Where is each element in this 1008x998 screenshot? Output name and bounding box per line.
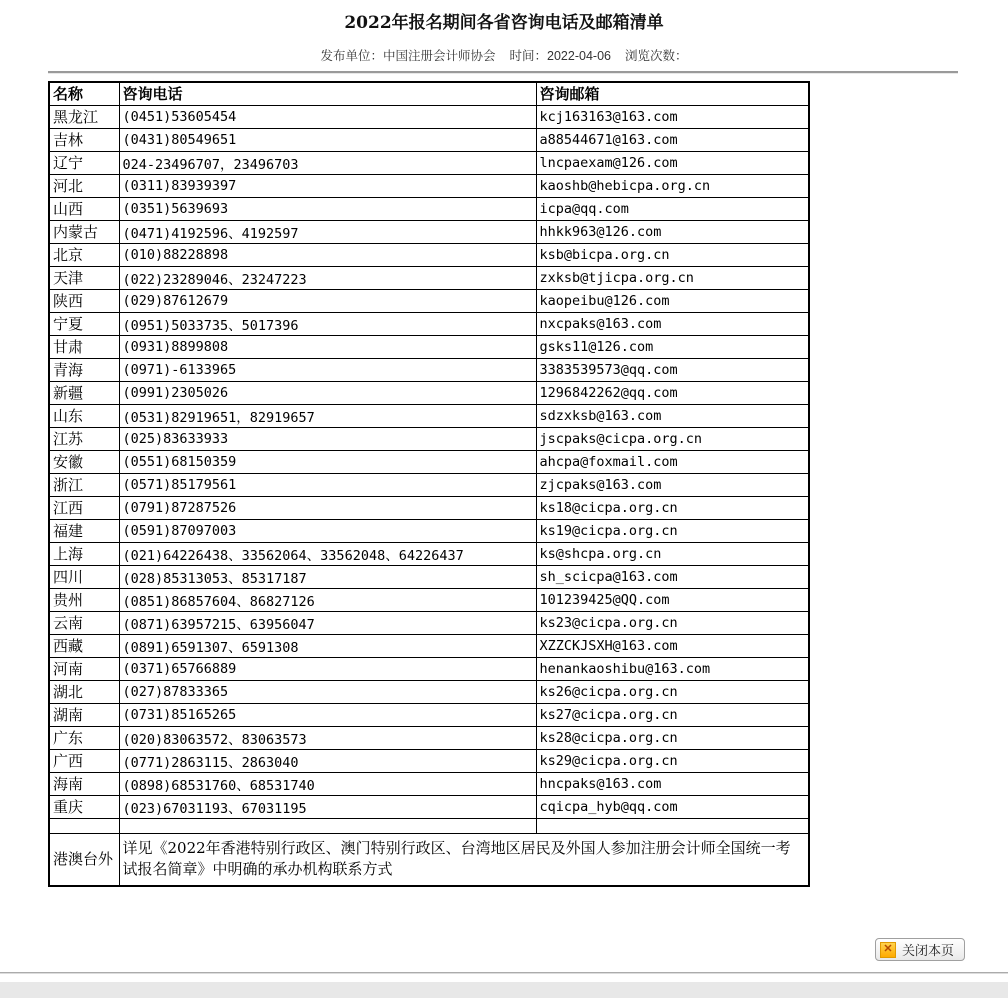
table-row <box>49 151 809 174</box>
province-cell: 青海 <box>49 358 119 381</box>
email-cell: a88544671@163.com <box>536 128 809 151</box>
province-cell: 江苏 <box>49 427 119 450</box>
table-row <box>49 772 809 795</box>
province-cell: 西藏 <box>49 634 119 657</box>
phone-cell: (0551)68150359 <box>119 450 536 473</box>
table-row <box>49 473 809 496</box>
email-cell: hncpaks@163.com <box>536 772 809 795</box>
province-cell: 湖北 <box>49 680 119 703</box>
email-cell: kcj163163@163.com <box>536 105 809 128</box>
province-cell: 内蒙古 <box>49 220 119 243</box>
empty-row <box>49 818 809 833</box>
phone-cell: (021)64226438、33562064、33562048、64226437 <box>119 542 536 565</box>
province-cell: 宁夏 <box>49 312 119 335</box>
views-label: 浏览次数： <box>624 49 688 63</box>
phone-cell: 024-23496707，23496703 <box>119 151 536 174</box>
column-header-email: 咨询邮箱 <box>536 82 809 105</box>
table-row <box>49 105 809 128</box>
email-cell: jscpaks@cicpa.org.cn <box>536 427 809 450</box>
province-cell: 山西 <box>49 197 119 220</box>
table-row <box>49 542 809 565</box>
phone-cell: (0451)53605454 <box>119 105 536 128</box>
phone-cell: (0851)86857604、86827126 <box>119 588 536 611</box>
table-row <box>49 128 809 151</box>
table-row <box>49 243 809 266</box>
province-cell: 吉林 <box>49 128 119 151</box>
table-row <box>49 657 809 680</box>
header-divider <box>48 71 958 74</box>
publisher-value: 中国注册会计师协会 <box>383 49 496 63</box>
email-cell: ks29@cicpa.org.cn <box>536 749 809 772</box>
table-row <box>49 680 809 703</box>
phone-cell: (023)67031193、67031195 <box>119 795 536 818</box>
phone-cell: (0891)6591307、6591308 <box>119 634 536 657</box>
province-cell: 云南 <box>49 611 119 634</box>
close-page-button[interactable] <box>875 938 965 961</box>
email-cell: icpa@qq.com <box>536 197 809 220</box>
email-cell: lncpaexam@126.com <box>536 151 809 174</box>
table-row <box>49 634 809 657</box>
close-button-label: 关闭本页 <box>901 943 954 958</box>
province-cell <box>49 818 119 833</box>
column-header-phone: 咨询电话 <box>119 82 536 105</box>
email-cell <box>536 818 809 833</box>
province-cell: 重庆 <box>49 795 119 818</box>
time-label: 时间： <box>509 49 548 63</box>
table-row <box>49 381 809 404</box>
province-cell: 甘肃 <box>49 335 119 358</box>
phone-cell: (0571)85179561 <box>119 473 536 496</box>
phone-cell: (028)85313053、85317187 <box>119 565 536 588</box>
table-row <box>49 519 809 542</box>
page-title: 2022年报名期间各省咨询电话及邮箱清单 <box>344 13 664 33</box>
phone-cell: (0791)87287526 <box>119 496 536 519</box>
table-row <box>49 335 809 358</box>
province-cell: 上海 <box>49 542 119 565</box>
table-row <box>49 289 809 312</box>
email-cell: henankaoshibu@163.com <box>536 657 809 680</box>
phone-cell: (0931)8899808 <box>119 335 536 358</box>
province-cell: 海南 <box>49 772 119 795</box>
table-row <box>49 588 809 611</box>
email-cell: ks28@cicpa.org.cn <box>536 726 809 749</box>
province-cell: 安徽 <box>49 450 119 473</box>
email-cell: 101239425@QQ.com <box>536 588 809 611</box>
phone-cell: (0971)-6133965 <box>119 358 536 381</box>
province-cell: 浙江 <box>49 473 119 496</box>
email-cell: ks27@cicpa.org.cn <box>536 703 809 726</box>
column-header-name: 名称 <box>49 82 119 105</box>
meta-line <box>0 49 1008 64</box>
email-cell: zxksb@tjicpa.org.cn <box>536 266 809 289</box>
table-row <box>49 565 809 588</box>
phone-cell: (0898)68531760、68531740 <box>119 772 536 795</box>
province-cell: 广东 <box>49 726 119 749</box>
phone-cell: (029)87612679 <box>119 289 536 312</box>
province-cell: 湖南 <box>49 703 119 726</box>
phone-cell: (0731)85165265 <box>119 703 536 726</box>
phone-cell: (025)83633933 <box>119 427 536 450</box>
province-cell: 天津 <box>49 266 119 289</box>
phone-cell <box>119 818 536 833</box>
phone-cell: (020)83063572、83063573 <box>119 726 536 749</box>
email-cell: 1296842262@qq.com <box>536 381 809 404</box>
table-row <box>49 703 809 726</box>
table-header-row <box>49 82 809 105</box>
email-cell: ks23@cicpa.org.cn <box>536 611 809 634</box>
province-cell: 港澳台外 <box>49 833 119 886</box>
email-cell: ksb@bicpa.org.cn <box>536 243 809 266</box>
email-cell: sh_scicpa@163.com <box>536 565 809 588</box>
special-row <box>49 833 809 886</box>
email-cell: cqicpa_hyb@qq.com <box>536 795 809 818</box>
table-row <box>49 197 809 220</box>
phone-cell: (0951)5033735、5017396 <box>119 312 536 335</box>
table-row <box>49 312 809 335</box>
province-cell: 广西 <box>49 749 119 772</box>
email-cell: zjcpaks@163.com <box>536 473 809 496</box>
special-note-cell: 详见《2022年香港特别行政区、澳门特别行政区、台湾地区居民及外国人参加注册会计师全国统一考试报名简章》中明确的承办机构联系方式 <box>119 833 809 886</box>
table-body <box>49 105 809 818</box>
table-row <box>49 358 809 381</box>
email-cell: nxcpaks@163.com <box>536 312 809 335</box>
email-cell: sdzxksb@163.com <box>536 404 809 427</box>
table-row <box>49 795 809 818</box>
province-cell: 新疆 <box>49 381 119 404</box>
time-value: 2022-04-06 <box>547 49 611 63</box>
publisher-label: 发布单位： <box>320 49 383 63</box>
phone-cell: (0531)82919651，82919657 <box>119 404 536 427</box>
province-cell: 黑龙江 <box>49 105 119 128</box>
table-row <box>49 266 809 289</box>
phone-cell: (0871)63957215、63956047 <box>119 611 536 634</box>
phone-cell: (0431)80549651 <box>119 128 536 151</box>
phone-cell: (0991)2305026 <box>119 381 536 404</box>
contact-table <box>48 81 810 887</box>
phone-cell: (0351)5639693 <box>119 197 536 220</box>
province-cell: 贵州 <box>49 588 119 611</box>
table-row <box>49 220 809 243</box>
phone-cell: (0471)4192596、4192597 <box>119 220 536 243</box>
phone-cell: (0371)65766889 <box>119 657 536 680</box>
province-cell: 河南 <box>49 657 119 680</box>
table-row <box>49 749 809 772</box>
bottom-bar <box>0 982 1008 998</box>
phone-cell: (0771)2863115、2863040 <box>119 749 536 772</box>
email-cell: gsks11@126.com <box>536 335 809 358</box>
phone-cell: (010)88228898 <box>119 243 536 266</box>
phone-cell: (027)87833365 <box>119 680 536 703</box>
phone-cell: (022)23289046、23247223 <box>119 266 536 289</box>
email-cell: ks18@cicpa.org.cn <box>536 496 809 519</box>
table-row <box>49 174 809 197</box>
phone-cell: (0311)83939397 <box>119 174 536 197</box>
email-cell: ks26@cicpa.org.cn <box>536 680 809 703</box>
email-cell: ahcpa@foxmail.com <box>536 450 809 473</box>
province-cell: 辽宁 <box>49 151 119 174</box>
province-cell: 四川 <box>49 565 119 588</box>
email-cell: kaoshb@hebicpa.org.cn <box>536 174 809 197</box>
province-cell: 河北 <box>49 174 119 197</box>
table-row <box>49 496 809 519</box>
email-cell: ks19@cicpa.org.cn <box>536 519 809 542</box>
table-row <box>49 450 809 473</box>
email-cell: XZZCKJSXH@163.com <box>536 634 809 657</box>
email-cell: ks@shcpa.org.cn <box>536 542 809 565</box>
table-row <box>49 404 809 427</box>
phone-cell: (0591)87097003 <box>119 519 536 542</box>
province-cell: 江西 <box>49 496 119 519</box>
email-cell: hhkk963@126.com <box>536 220 809 243</box>
table-row <box>49 427 809 450</box>
province-cell: 山东 <box>49 404 119 427</box>
email-cell: kaopeibu@126.com <box>536 289 809 312</box>
table-row <box>49 611 809 634</box>
close-icon: ✕ <box>880 942 896 958</box>
province-cell: 陕西 <box>49 289 119 312</box>
province-cell: 福建 <box>49 519 119 542</box>
bottom-divider <box>0 972 1008 974</box>
table-row <box>49 726 809 749</box>
email-cell: 3383539573@qq.com <box>536 358 809 381</box>
province-cell: 北京 <box>49 243 119 266</box>
